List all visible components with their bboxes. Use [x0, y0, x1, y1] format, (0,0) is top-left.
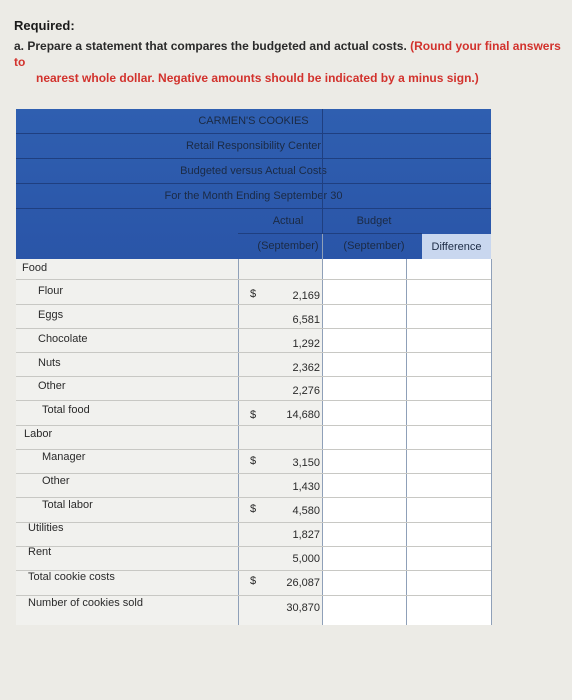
chocolate-actual: 1,292 [292, 338, 320, 350]
actual-subheader: (September) [257, 240, 319, 252]
other-labor-actual: 1,430 [292, 481, 320, 493]
flour-label: Flour [38, 285, 64, 297]
instruction-prefix: a. Prepare a statement that compares the budgeted and actual costs. [14, 39, 407, 53]
period-label: For the Month Ending September 30 [164, 190, 343, 202]
total-food-label: Total food [42, 404, 90, 416]
manager-label: Manager [42, 451, 86, 463]
budget-header: Budget [356, 215, 392, 227]
total-labor-label: Total labor [42, 499, 93, 511]
total-costs-actual: 26,087 [286, 577, 320, 589]
instruction-rounding-note-cont: nearest whole dollar. Negative amounts should be indicated by a minus sign.) [36, 71, 479, 85]
company-name: CARMEN'S COOKIES [198, 115, 309, 127]
budget-subheader: (September) [343, 240, 405, 252]
rent-actual: 5,000 [292, 553, 320, 565]
utilities-label: Utilities [28, 522, 64, 534]
total-labor-actual: 4,580 [292, 505, 320, 517]
instruction-rounding-note: (Round your final answers to [14, 39, 561, 69]
total-food-actual: 14,680 [286, 409, 320, 421]
total-labor-dollar: $ [250, 503, 257, 515]
eggs-label: Eggs [38, 309, 64, 321]
difference-header: Difference [431, 241, 482, 253]
total-costs-label: Total cookie costs [28, 571, 115, 583]
statement-title: Budgeted versus Actual Costs [180, 165, 327, 177]
total-costs-dollar: $ [250, 575, 257, 587]
chocolate-label: Chocolate [38, 333, 88, 345]
flour-actual: 2,169 [292, 290, 320, 302]
other-food-label: Other [38, 380, 66, 392]
budget-statement-table [16, 109, 491, 625]
flour-dollar: $ [250, 288, 257, 300]
manager-dollar: $ [250, 455, 257, 467]
difference-header-cell [422, 234, 491, 259]
instruction-text [14, 38, 568, 86]
other-food-actual: 2,276 [292, 385, 320, 397]
nuts-actual: 2,362 [292, 362, 320, 374]
nuts-label: Nuts [38, 357, 61, 369]
utilities-actual: 1,827 [292, 529, 320, 541]
other-labor-label: Other [42, 475, 70, 487]
rent-label: Rent [28, 546, 52, 558]
cookies-sold-label: Number of cookies sold [28, 597, 143, 609]
actual-header: Actual [272, 215, 304, 227]
labor-section-label: Labor [24, 428, 53, 440]
table-header [16, 109, 491, 259]
total-food-dollar: $ [250, 409, 257, 421]
food-section-label: Food [22, 262, 48, 274]
cookies-sold-actual: 30,870 [286, 602, 320, 614]
manager-actual: 3,150 [292, 457, 320, 469]
eggs-actual: 6,581 [292, 314, 320, 326]
center-name: Retail Responsibility Center [185, 140, 322, 152]
required-label: Required: [14, 18, 75, 33]
